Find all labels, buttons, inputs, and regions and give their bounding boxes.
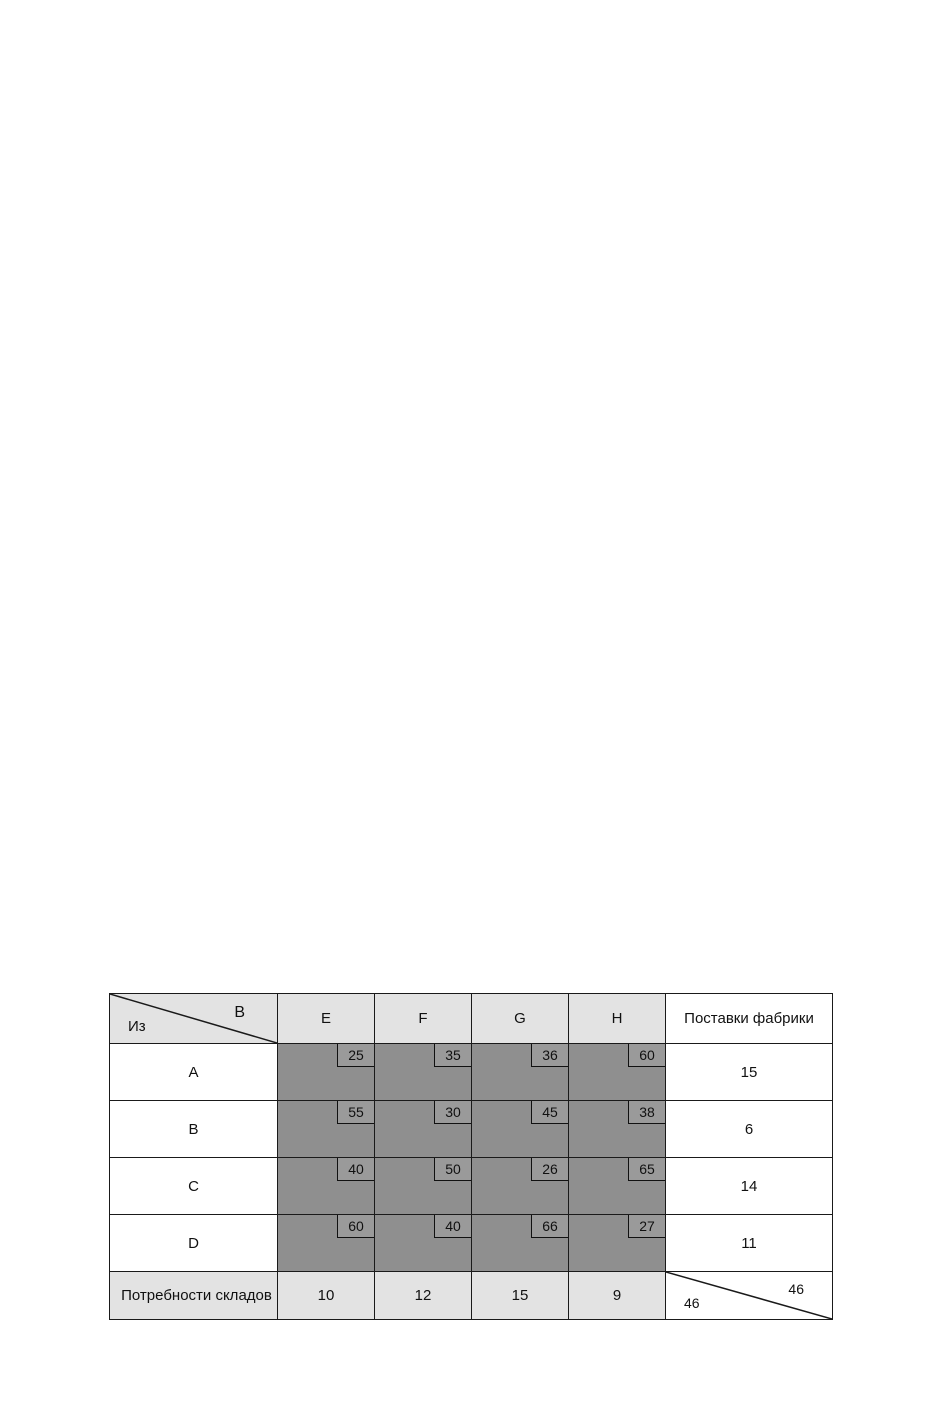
cost-cell <box>472 1215 569 1272</box>
demand-value: 12 <box>375 1272 472 1320</box>
header-row <box>110 994 833 1044</box>
demand-value: 9 <box>569 1272 666 1320</box>
corner-cell <box>110 994 278 1044</box>
cost-value: 60 <box>628 1044 665 1067</box>
cost-value: 66 <box>531 1215 568 1238</box>
cost-cell <box>278 1044 375 1101</box>
column-header-g: G <box>472 994 569 1044</box>
table-row <box>110 1101 833 1158</box>
row-header-b: B <box>110 1101 278 1158</box>
cost-cell <box>472 1158 569 1215</box>
cost-value: 35 <box>434 1044 471 1067</box>
corner-from-label: Из <box>128 1018 146 1035</box>
cost-value: 26 <box>531 1158 568 1181</box>
cost-cell <box>472 1101 569 1158</box>
cost-value: 38 <box>628 1101 665 1124</box>
table-row <box>110 1158 833 1215</box>
demand-value: 10 <box>278 1272 375 1320</box>
corner-to-label: В <box>234 1004 245 1021</box>
demand-value: 15 <box>472 1272 569 1320</box>
column-header-h: H <box>569 994 666 1044</box>
cost-cell <box>375 1101 472 1158</box>
column-header-e: E <box>278 994 375 1044</box>
cost-value: 30 <box>434 1101 471 1124</box>
cost-cell <box>278 1101 375 1158</box>
column-header-f: F <box>375 994 472 1044</box>
total-supply: 46 <box>788 1281 804 1297</box>
cost-value: 45 <box>531 1101 568 1124</box>
supply-value: 6 <box>666 1101 833 1158</box>
total-demand: 46 <box>684 1295 700 1311</box>
cost-value: 40 <box>434 1215 471 1238</box>
table-row <box>110 1215 833 1272</box>
cost-cell <box>375 1158 472 1215</box>
totals-cell <box>666 1272 833 1320</box>
row-header-a: A <box>110 1044 278 1101</box>
cost-value: 36 <box>531 1044 568 1067</box>
cost-cell <box>569 1215 666 1272</box>
cost-value: 40 <box>337 1158 374 1181</box>
cost-value: 25 <box>337 1044 374 1067</box>
cost-cell <box>375 1215 472 1272</box>
transportation-table <box>109 993 833 1320</box>
row-header-d: D <box>110 1215 278 1272</box>
cost-cell <box>472 1044 569 1101</box>
cost-value: 27 <box>628 1215 665 1238</box>
row-header-c: C <box>110 1158 278 1215</box>
table-row <box>110 1044 833 1101</box>
cost-cell <box>569 1101 666 1158</box>
cost-cell <box>569 1044 666 1101</box>
cost-cell <box>278 1215 375 1272</box>
cost-value: 65 <box>628 1158 665 1181</box>
cost-cell <box>278 1158 375 1215</box>
cost-cell <box>569 1158 666 1215</box>
cost-value: 55 <box>337 1101 374 1124</box>
supply-value: 15 <box>666 1044 833 1101</box>
demand-row <box>110 1272 833 1320</box>
demand-header: Потребности складов <box>110 1272 278 1320</box>
cost-value: 50 <box>434 1158 471 1181</box>
cost-cell <box>375 1044 472 1101</box>
supply-value: 14 <box>666 1158 833 1215</box>
supply-value: 11 <box>666 1215 833 1272</box>
supply-header: Поставки фабрики <box>666 994 833 1044</box>
cost-value: 60 <box>337 1215 374 1238</box>
